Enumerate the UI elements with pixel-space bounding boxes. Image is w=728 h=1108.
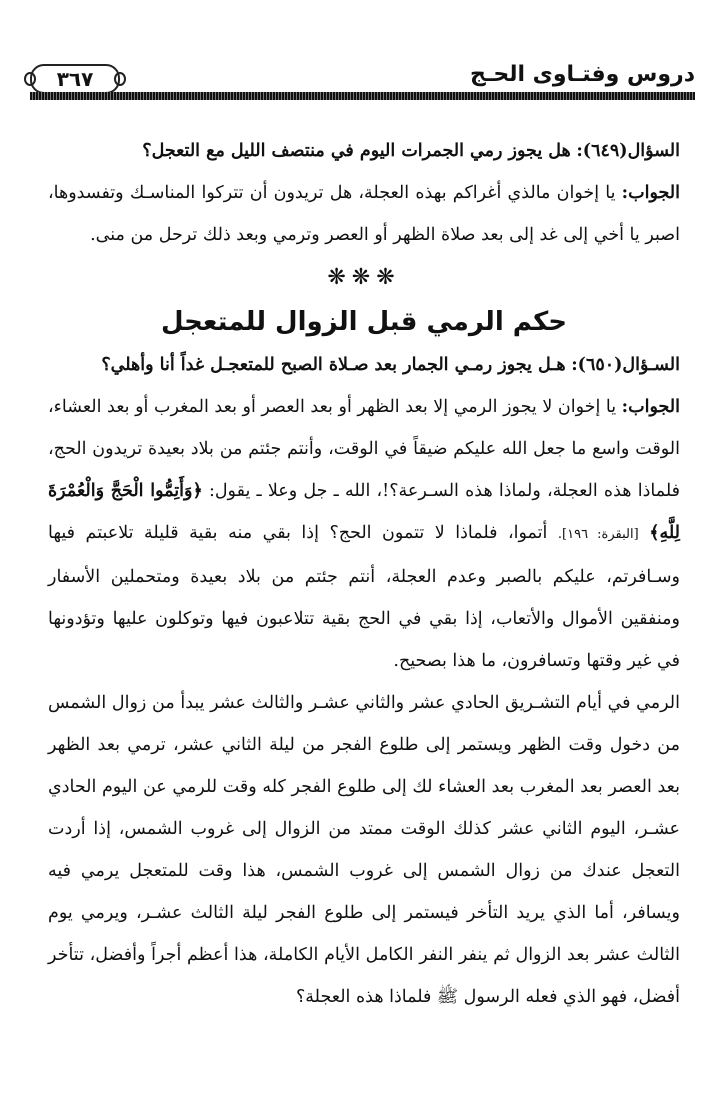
question-label: السـؤال(٦٥٠): (571, 355, 680, 375)
question-649 (48, 130, 680, 172)
question-text: هل يجوز رمي الجمرات اليوم في منتصف الليل مع التعجل؟ (142, 141, 571, 161)
quran-verse: ﴿وَأَتِمُّوا الْحَجَّ وَالْعُمْرَةَ لِلَّهِ﴾ (48, 481, 680, 543)
header-divider (30, 92, 695, 100)
answer-649 (48, 172, 680, 256)
answer-text-part1: يا إخوان لا يجوز الرمي إلا بعد الظهر أو بعد العصر أو بعد المغرب أو بعد العشاء، الوقت واسع ما جعل الله عليكم ضيقاً في الوقت، وأنتم جئتم من بلاد بعيدة تريدون الحج، فلماذا هذه العجلة، ولماذا هذه السـرعة؟!، الله ـ جل وعلا ـ يقول: (48, 397, 680, 501)
quran-reference: [البقرة: ١٩٦]. (557, 527, 639, 542)
answer-text: يا إخوان مالذي أغراكم بهذه العجلة، هل تريدون أن تتركوا المناسـك وتفسدوها، اصبر يا أخي إلى غد إلى بعد صلاة الظهر أو العصر وترمي وبعد ذلك ترحل من منى. (48, 183, 680, 245)
section-title: حكم الرمي قبل الزوال للمتعجل (160, 307, 568, 337)
paragraph-text: الرمي في أيام التشـريق الحادي عشر والثاني عشـر والثالث عشر يبدأ من زوال الشمس من دخول وقت الظهر ويستمر إلى طلوع الفجر من ليلة الثاني عشر، ترمي بعد الظهر بعد العصر بعد المغرب بعد العشاء لك إلى طلوع الفجر كله وقت للرمي عن اليوم الحادي عشـر، اليوم الثاني عشر كذلك الوقت ممتد من الزوال إلى غروب الشمس، إذا أردت التعجل عندك من زوال الشمس إلى غروب الشمس، هذا وقت للمتعجل يرمي فيه ويسافر، أما الذي يريد التأخر فيستمر إلى طلوع الفجر ليلة الثالث عشـر، ويرمي يوم الثالث عشر بعد الزوال ثم ينفر النفر الكامل الأيام الكاملة، هذا أعظم أجراً وأفضل، تتأخر أفضل، فهو الذي فعله الرسول ﷺ فلماذا هذه العجلة؟ (48, 693, 680, 1007)
answer-650 (48, 386, 680, 682)
question-text: هـل يجوز رمـي الجمار بعد صـلاة الصبح للمتعجـل غداً أنا وأهلي؟ (101, 355, 566, 375)
answer-label: الجواب: (621, 397, 680, 417)
page-header (30, 60, 695, 102)
book-title: دروس وفتـاوى الحـج (469, 62, 695, 87)
question-label: السؤال(٦٤٩): (576, 141, 680, 161)
answer-text-part2: أتموا، فلماذا لا تتمون الحج؟ إذا بقي منه بقية قليلة تلاعبتم فيها وسـافرتم، عليكم بالصبر وعدم العجلة، أنتم جئتم من بلاد بعيدة ومتحملين الأسفار ومنفقين الأموال والأتعاب، إذا بقي في الحج بقية تتلاعبون فيها وتوكلون عليها وتؤدونها في غير وقتها وتسافرون، ما هذا بصحيح. (48, 523, 680, 671)
question-650 (48, 344, 680, 386)
page-body (48, 130, 680, 1018)
page-number: ٣٦٧ (30, 64, 120, 94)
stars-separator: ❋❋❋ (327, 265, 401, 290)
answer-650-paragraph-2 (48, 682, 680, 1018)
answer-label: الجواب: (621, 183, 680, 203)
